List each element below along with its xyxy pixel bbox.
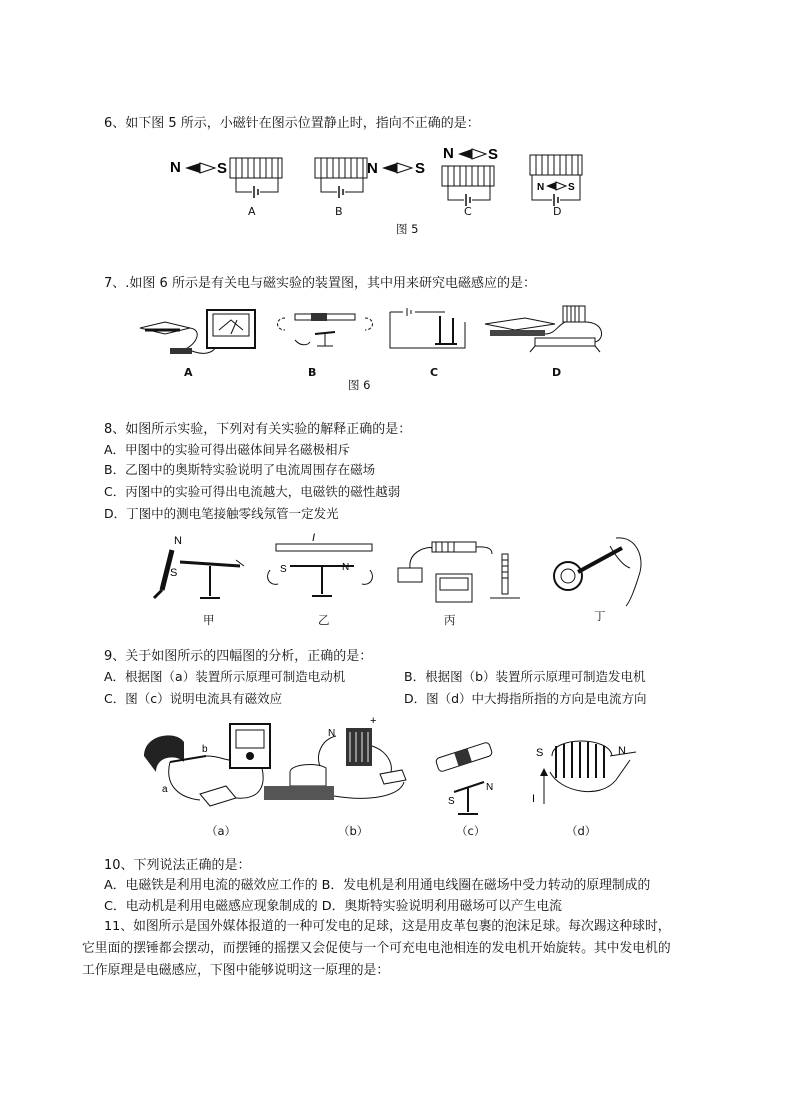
figure-6-caption: 图 6 [348,378,371,392]
option-label: B [308,366,317,379]
option-a: A．根据图（a）装置所示原理可制造电动机 [104,669,346,684]
option-label: A [184,366,193,379]
figure-6-c [390,308,465,348]
figure-6 [135,300,655,380]
question-6-text: 6、如下图 5 所示，小磁针在图示位置静止时，指向不正确的是： [104,116,480,131]
figure-5-c [442,145,498,206]
figure-5-a [170,158,282,198]
question-10-line-1: A．电磁铁是利用电流的磁效应工作的 B．发电机是利用通电线圈在磁场中受力转动的原理制成的 [104,878,651,893]
option-label: D [552,366,562,379]
question-11-line-1: 11、如图所示是国外媒体报道的一种可发电的足球，这是用皮革包裹的泡沫足球。每次踢这种球时， [104,919,671,934]
option-b: B．根据图（b）装置所示原理可制造发电机 [404,669,646,684]
needle-n-label: N [170,159,181,176]
symbol-n: N [174,535,182,547]
question-11-line-2: 它里面的摆锤都会摆动，而摆锤的摇摆又会促使与一个可充电电池相连的发电机开始旋转。其中发电机的 [82,941,671,956]
figure-q9-d [532,741,636,805]
figure-label-a: （a） [206,824,237,838]
needle-n-label: N [537,182,545,193]
figure-label-jia: 甲 [203,613,215,627]
figure-label-d: （d） [566,824,597,838]
symbol-i: I [312,532,316,544]
figure-q9-c [435,742,493,814]
symbol-s: S [448,796,455,807]
symbol-n: N [618,745,626,757]
symbol-s: S [170,567,178,579]
option-c: C．丙图中的实验可得出电流越大，电磁铁的磁性越弱 [104,484,401,499]
figure-label-yi: 乙 [318,613,330,627]
symbol-plus: + [370,715,377,727]
figure-label-c: （c） [456,824,486,838]
question-7-text: 7、.如图 6 所示是有关电与磁实验的装置图，其中用来研究电磁感应的是： [104,276,536,291]
question-11-line-3: 工作原理是电磁感应，下图中能够说明这一原理的是： [82,963,390,978]
figure-q9-a [144,724,270,806]
question-8-text: 8、如图所示实验，下列对有关实验的解释正确的是： [104,422,412,437]
symbol-n: N [342,562,350,573]
needle-n-label: N [367,160,378,177]
needle-s-label: S [488,146,499,163]
question-9-text: 9、关于如图所示的四幅图的分析，正确的是： [104,649,373,664]
option-b: B．乙图中的奥斯特实验说明了电流周围存在磁场 [104,462,376,477]
figure-label-b: （b） [338,824,369,838]
question-10-line-2: C．电动机是利用电磁感应现象制成的 D．奥斯特实验说明利用磁场可以产生电流 [104,899,562,914]
option-label: D [553,205,562,218]
symbol-n: N [486,782,494,793]
needle-s-label: S [217,160,228,177]
option-label: C [464,205,472,218]
option-a: A．甲图中的实验可得出磁体间异名磁极相斥 [104,442,351,457]
figure-bing [398,542,520,602]
option-d: D．丁图中的测电笔接触零线氖管一定发光 [104,506,339,521]
option-label: A [248,205,256,218]
needle-s-label: S [568,182,575,193]
question-10-text: 10、下列说法正确的是： [104,858,251,873]
figure-q8 [140,532,670,612]
figure-q9-b [264,715,406,800]
symbol-n: N [328,728,336,739]
option-c: C．图（c）说明电流具有磁效应 [104,691,283,706]
symbol-a: a [162,784,168,795]
figure-label-ding: 丁 [594,609,606,623]
figure-label-bing: 丙 [444,613,456,627]
figure-5-b [315,158,425,198]
figure-yi [268,532,373,596]
option-label: B [335,205,343,218]
symbol-s: S [536,747,544,759]
figure-ding [554,538,641,606]
figure-6-b [278,313,373,346]
figure-5-d [530,155,582,206]
symbol-s: S [280,564,287,575]
needle-n-label: N [443,145,454,162]
symbol-b: b [202,744,208,755]
symbol-i: I [532,793,536,805]
option-d: D．图（d）中大拇指所指的方向是电流方向 [404,691,647,706]
figure-jia [154,535,244,598]
figure-6-d [485,306,602,352]
figure-6-a [140,310,255,354]
figure-q9 [140,716,640,826]
figure-5 [160,140,600,240]
option-label: C [430,366,439,379]
needle-s-label: S [415,160,426,177]
figure-5-caption: 图 5 [396,222,419,236]
